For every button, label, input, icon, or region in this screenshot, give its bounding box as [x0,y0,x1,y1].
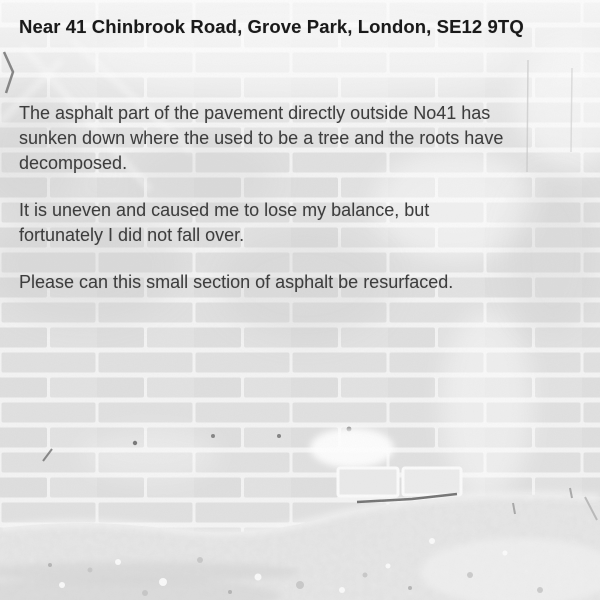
report-location-title: Near 41 Chinbrook Road, Grove Park, London, SE12 9TQ [19,16,524,37]
text-line: decomposed. [19,153,128,173]
text-line: fortunately I did not fall over. [19,225,245,245]
report-description [19,101,503,317]
report-paragraph [19,101,503,176]
report-paragraph [19,198,503,248]
text-line: It is uneven and caused me to lose my balance, but [19,200,430,220]
report-paragraph [19,270,503,295]
text-line: The asphalt part of the pavement directly outside No41 has [19,103,491,123]
text-line: Please can this small section of asphalt be resurfaced. [19,272,454,292]
text-line: sunken down where the used to be a tree and the roots have [19,128,504,148]
